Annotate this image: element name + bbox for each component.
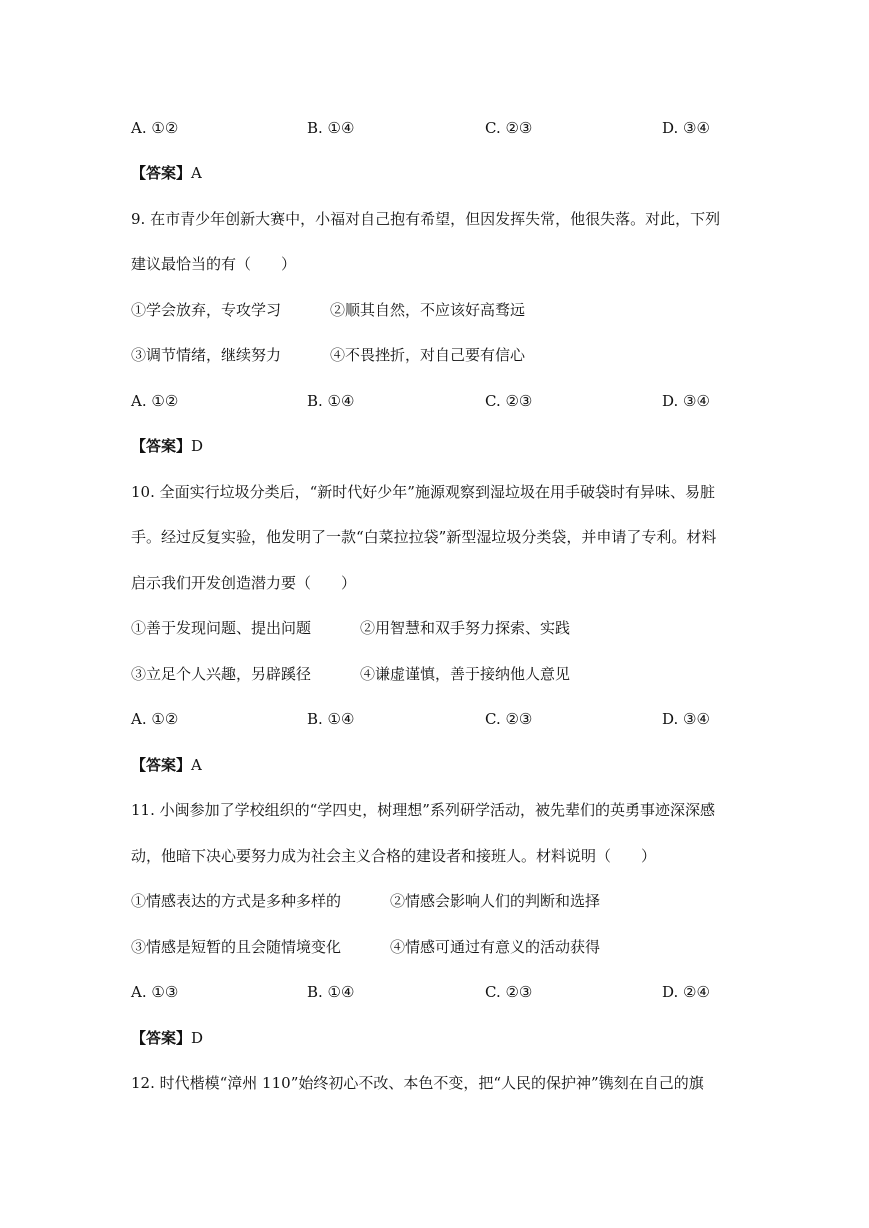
answer-line bbox=[131, 436, 203, 456]
option-b: B. ①④ bbox=[307, 392, 355, 410]
statement-3: ③情感是短暂的且会随情境变化 bbox=[131, 938, 342, 956]
option-a: A. ①② bbox=[131, 119, 179, 137]
answer-value: A bbox=[191, 756, 202, 774]
answer-label: 【答案】 bbox=[131, 437, 192, 455]
question-11-line-2: 动，他暗下决心要努力成为社会主义合格的建设者和接班人。材料说明（ ） bbox=[131, 847, 657, 865]
answer-line bbox=[131, 1028, 203, 1048]
option-d: D. ②④ bbox=[662, 983, 710, 1001]
option-a: A. ①③ bbox=[131, 983, 179, 1001]
option-c: C. ②③ bbox=[485, 119, 533, 137]
answer-label: 【答案】 bbox=[131, 164, 192, 182]
statement-2: ②情感会影响人们的判断和选择 bbox=[390, 892, 601, 910]
statement-4: ④谦虚谨慎，善于接纳他人意见 bbox=[360, 665, 571, 683]
option-b: B. ①④ bbox=[307, 710, 355, 728]
option-b: B. ①④ bbox=[307, 119, 355, 137]
answer-value: D bbox=[191, 1029, 204, 1047]
answer-value: D bbox=[191, 437, 204, 455]
statement-1: ①情感表达的方式是多种多样的 bbox=[131, 892, 342, 910]
statement-1: ①善于发现问题、提出问题 bbox=[131, 619, 312, 637]
statement-2: ②顺其自然，不应该好高骛远 bbox=[330, 301, 526, 319]
answer-line bbox=[131, 163, 202, 183]
question-12-line-1: 12. 时代楷模“漳州 110”始终初心不改、本色不变，把“人民的保护神”镌刻在自己的旗 bbox=[131, 1074, 704, 1092]
option-d: D. ③④ bbox=[662, 710, 710, 728]
question-9-line-2: 建议最恰当的有（ ） bbox=[131, 255, 297, 273]
answer-label: 【答案】 bbox=[131, 756, 192, 774]
option-c: C. ②③ bbox=[485, 983, 533, 1001]
option-a: A. ①② bbox=[131, 710, 179, 728]
option-c: C. ②③ bbox=[485, 392, 533, 410]
option-d: D. ③④ bbox=[662, 392, 710, 410]
option-c: C. ②③ bbox=[485, 710, 533, 728]
option-b: B. ①④ bbox=[307, 983, 355, 1001]
question-11-line-1: 11. 小闽参加了学校组织的“学四史，树理想”系列研学活动，被先辈们的英勇事迹深深感 bbox=[131, 801, 715, 819]
option-a: A. ①② bbox=[131, 392, 179, 410]
statement-3: ③调节情绪，继续努力 bbox=[131, 346, 282, 364]
statement-3: ③立足个人兴趣，另辟蹊径 bbox=[131, 665, 312, 683]
answer-label: 【答案】 bbox=[131, 1029, 192, 1047]
question-9-line-1: 9. 在市青少年创新大赛中，小福对自己抱有希望，但因发挥失常，他很失落。对此，下列 bbox=[131, 210, 721, 228]
option-d: D. ③④ bbox=[662, 119, 710, 137]
answer-line bbox=[131, 755, 202, 775]
answer-value: A bbox=[191, 164, 202, 182]
question-10-line-2: 手。经过反复实验，他发明了一款“白菜拉拉袋”新型湿垃圾分类袋，并申请了专利。材料 bbox=[131, 528, 717, 546]
statement-1: ①学会放弃，专攻学习 bbox=[131, 301, 282, 319]
statement-4: ④不畏挫折，对自己要有信心 bbox=[330, 346, 526, 364]
question-10-line-3: 启示我们开发创造潜力要（ ） bbox=[131, 574, 357, 592]
statement-2: ②用智慧和双手努力探索、实践 bbox=[360, 619, 571, 637]
statement-4: ④情感可通过有意义的活动获得 bbox=[390, 938, 601, 956]
question-10-line-1: 10. 全面实行垃圾分类后，“新时代好少年”施源观察到湿垃圾在用手破袋时有异味、易脏 bbox=[131, 483, 715, 501]
